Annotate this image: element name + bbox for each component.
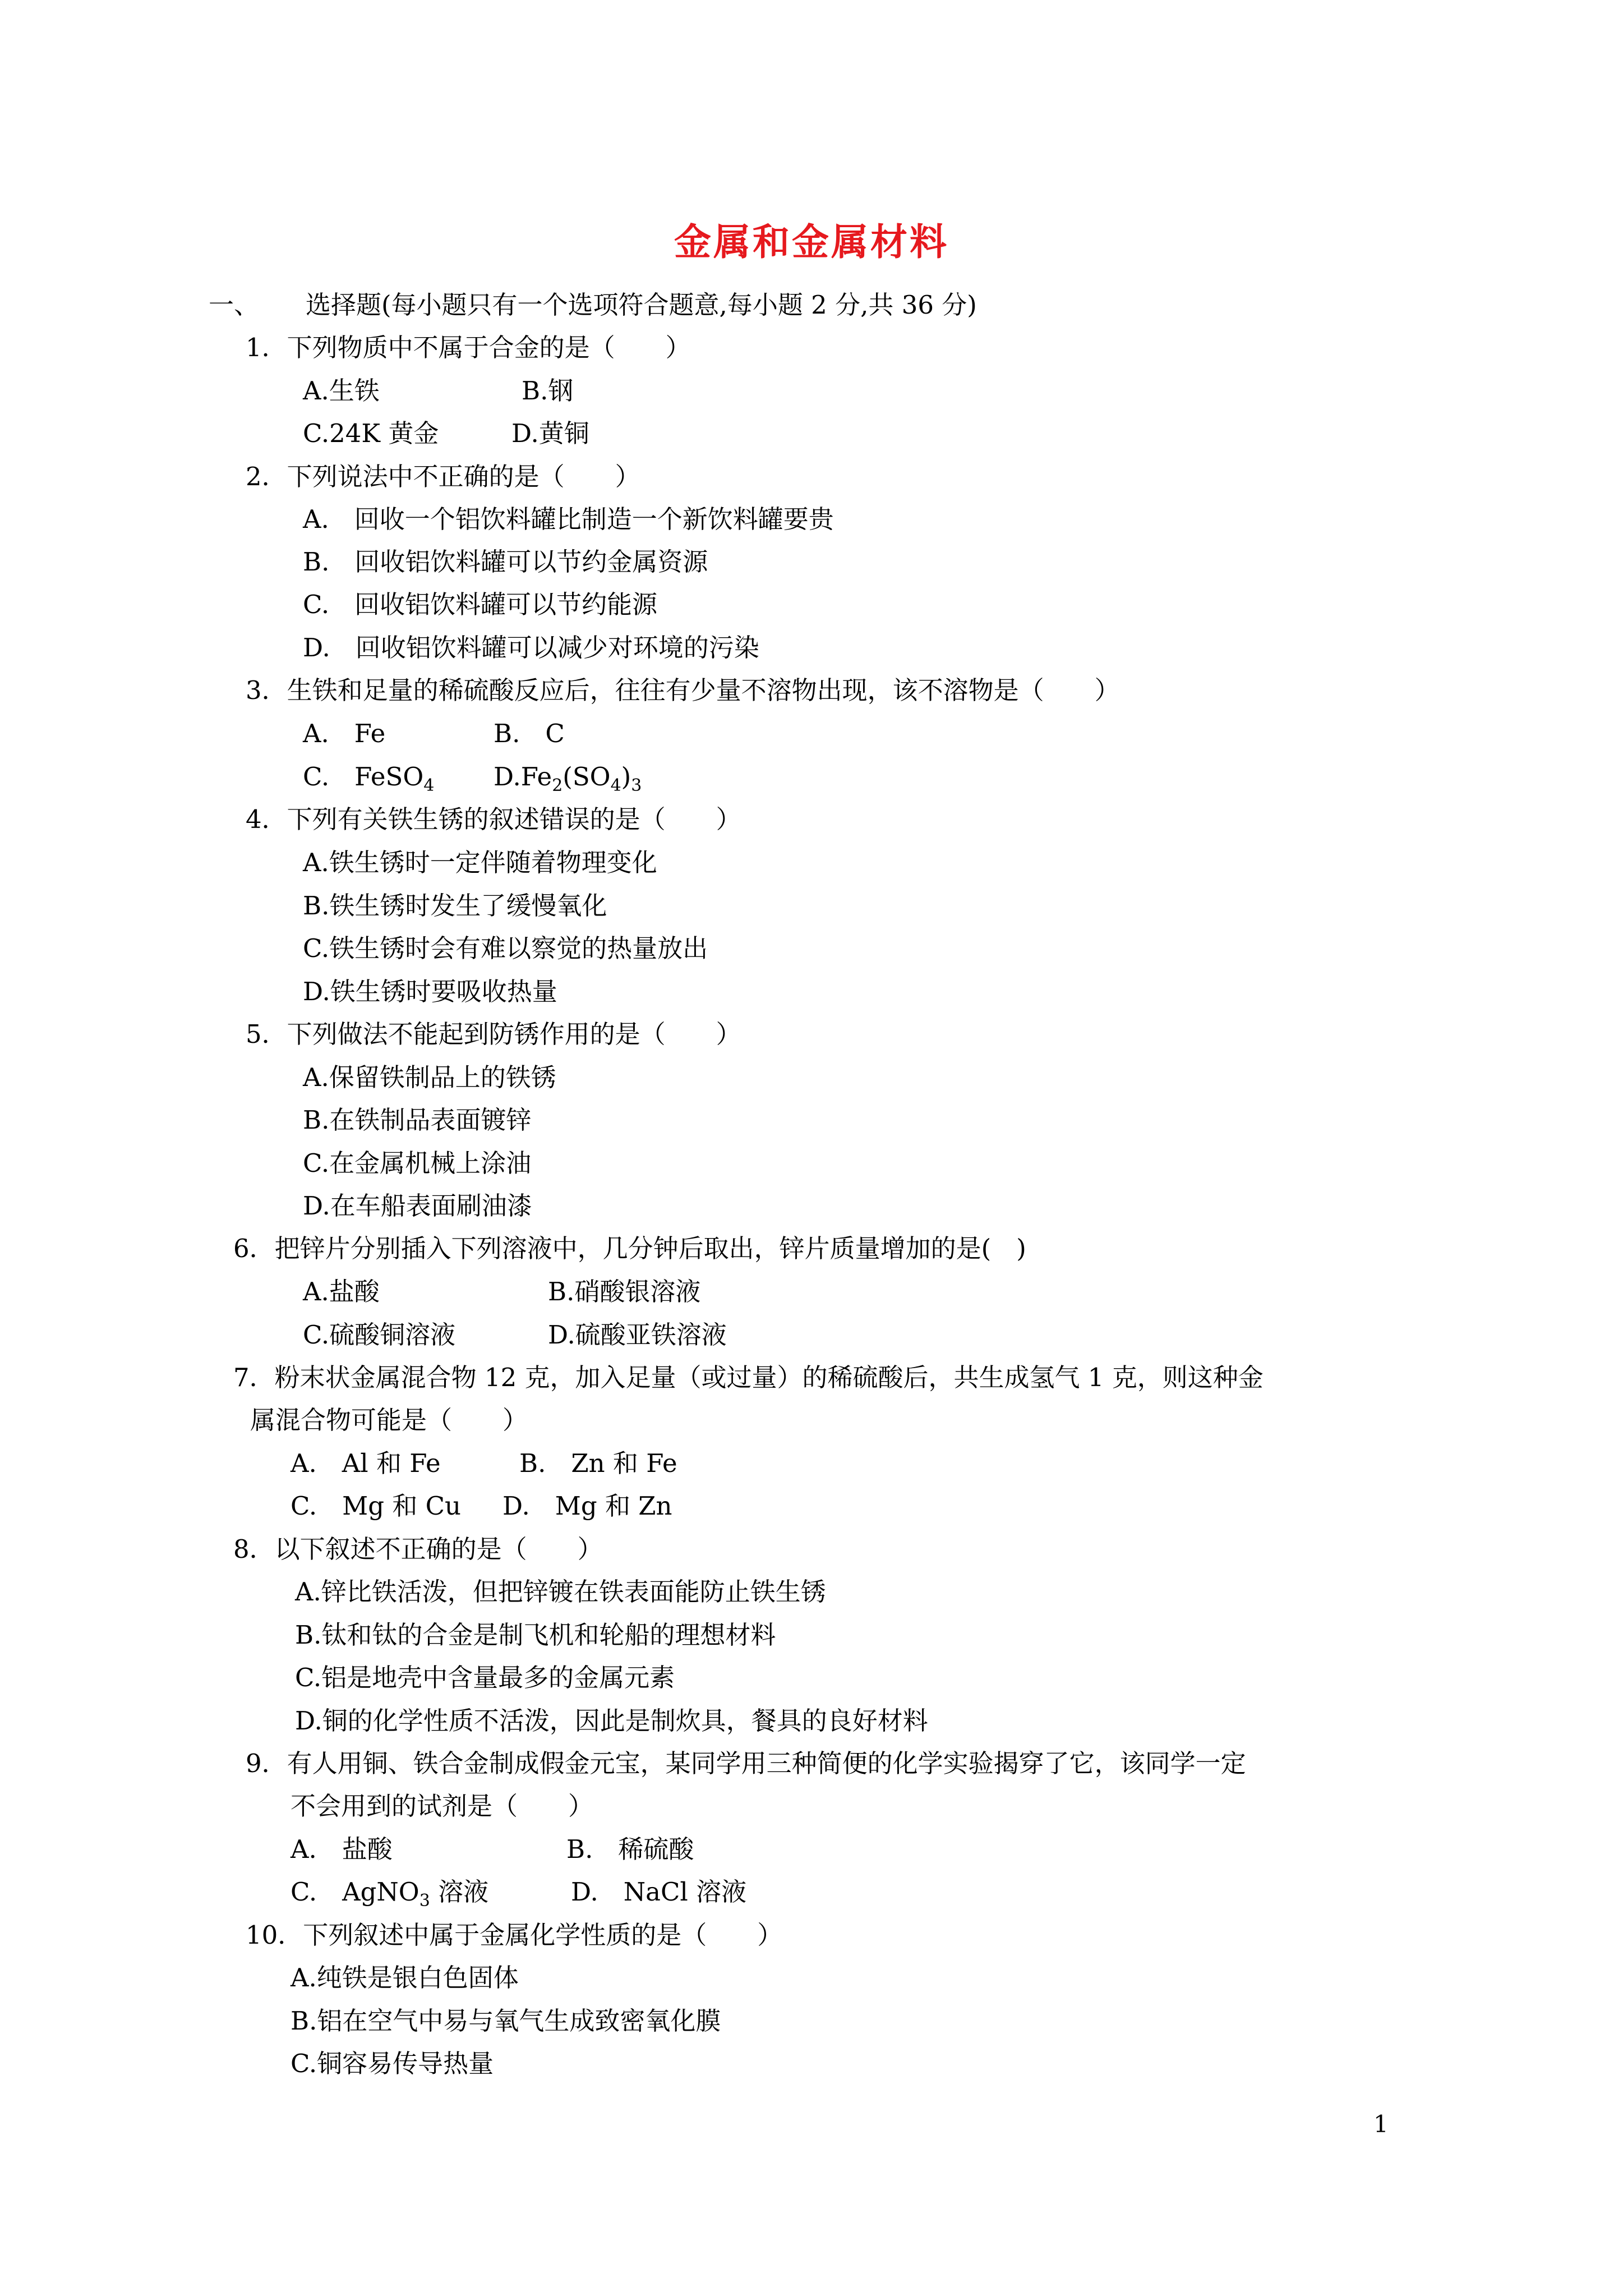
question-stem: 不会用到的试剂是（ ） [291,1791,594,1821]
option: B.钛和钛的合金是制飞机和轮船的理想材料 [295,1620,776,1650]
option: B. 稀硫酸 [566,1834,694,1864]
question-stem: 8．以下叙述不正确的是（ ） [233,1534,603,1564]
option: A.盐酸 [303,1277,380,1306]
option: D.在车船表面刷油漆 [303,1191,532,1221]
option: C.铜容易传导热量 [291,2049,494,2078]
question-stem: 10．下列叙述中属于金属化学性质的是（ ） [246,1920,783,1950]
question-stem: 5．下列做法不能起到防锈作用的是（ ） [246,1019,741,1049]
option: B.钢 [522,376,574,406]
option: D. 回收铝饮料罐可以减少对环境的污染 [303,633,759,662]
option-formula: $D.Fe_2(SO_4)_3$ [494,762,642,795]
question-stem: 9．有人用铜、铁合金制成假金元宝，某同学用三种简便的化学实验揭穿了它，该同学一定 [246,1749,1246,1778]
question-stem: 3．生铁和足量的稀硫酸反应后，往往有少量不溶物出现，该不溶物是（ ） [246,675,1120,705]
option: D.铜的化学性质不活泼，因此是制炊具，餐具的良好材料 [295,1706,928,1736]
option: B.在铁制品表面镀锌 [303,1105,532,1135]
option: A.纯铁是银白色固体 [291,1963,519,1993]
option: D. NaCl 溶液 [571,1877,747,1907]
option: A. 盐酸 [291,1834,393,1864]
option: C.硫酸铜溶液 [303,1320,456,1350]
option: C.24K 黄金 [303,418,439,448]
option: A.保留铁制品上的铁锈 [303,1062,556,1092]
page-title: 金属和金属材料 [674,220,949,264]
option-formula: C. FeSO$_4$ [303,762,435,795]
option: A. Fe [303,719,386,748]
question-stem: 7．粉末状金属混合物 12 克，加入足量（或过量）的稀硫酸后，共生成氢气 1 克，则这种金 [233,1363,1264,1392]
option: D.硫酸亚铁溶液 [548,1320,727,1350]
question-stem: 属混合物可能是（ ） [250,1405,528,1435]
option: A.铁生锈时一定伴随着物理变化 [303,848,657,877]
option: A. 回收一个铝饮料罐比制造一个新饮料罐要贵 [303,504,834,534]
option: A.生铁 [303,376,380,406]
option: B. Zn 和 Fe [519,1448,677,1478]
option: C.铝是地壳中含量最多的金属元素 [295,1663,675,1692]
option: C.铁生锈时会有难以察觉的热量放出 [303,933,708,963]
option: D.黄铜 [511,418,589,448]
section-number: 一、 [209,290,260,320]
option: A.锌比铁活泼，但把锌镀在铁表面能防止铁生锈 [295,1577,826,1607]
question-stem: 2．下列说法中不正确的是（ ） [246,462,640,491]
question-stem: 4．下列有关铁生锈的叙述错误的是（ ） [246,804,741,834]
option: C.在金属机械上涂油 [303,1148,532,1178]
page-number: 1 [1373,2110,1389,2138]
option: D.铁生锈时要吸收热量 [303,977,557,1006]
question-stem: 1．下列物质中不属于合金的是（ ） [246,333,691,362]
section-heading: 选择题(每小题只有一个选项符合题意,每小题 2 分,共 36 分) [306,290,977,320]
option: B. 回收铝饮料罐可以节约金属资源 [303,547,708,577]
option: A. Al 和 Fe [291,1448,441,1478]
option: D. Mg 和 Zn [502,1491,672,1521]
question-stem: 6．把锌片分别插入下列溶液中，几分钟后取出，锌片质量增加的是( ) [233,1234,1026,1263]
option: C. 回收铝饮料罐可以节约能源 [303,590,658,619]
option: B.铁生锈时发生了缓慢氧化 [303,891,607,921]
option: C. Mg 和 Cu [291,1491,462,1521]
option-formula: C. AgNO$_3$ 溶液 [291,1877,489,1911]
option: B.硝酸银溶液 [548,1277,701,1306]
option: B. C [494,719,565,748]
option: B.铝在空气中易与氧气生成致密氧化膜 [291,2006,721,2036]
